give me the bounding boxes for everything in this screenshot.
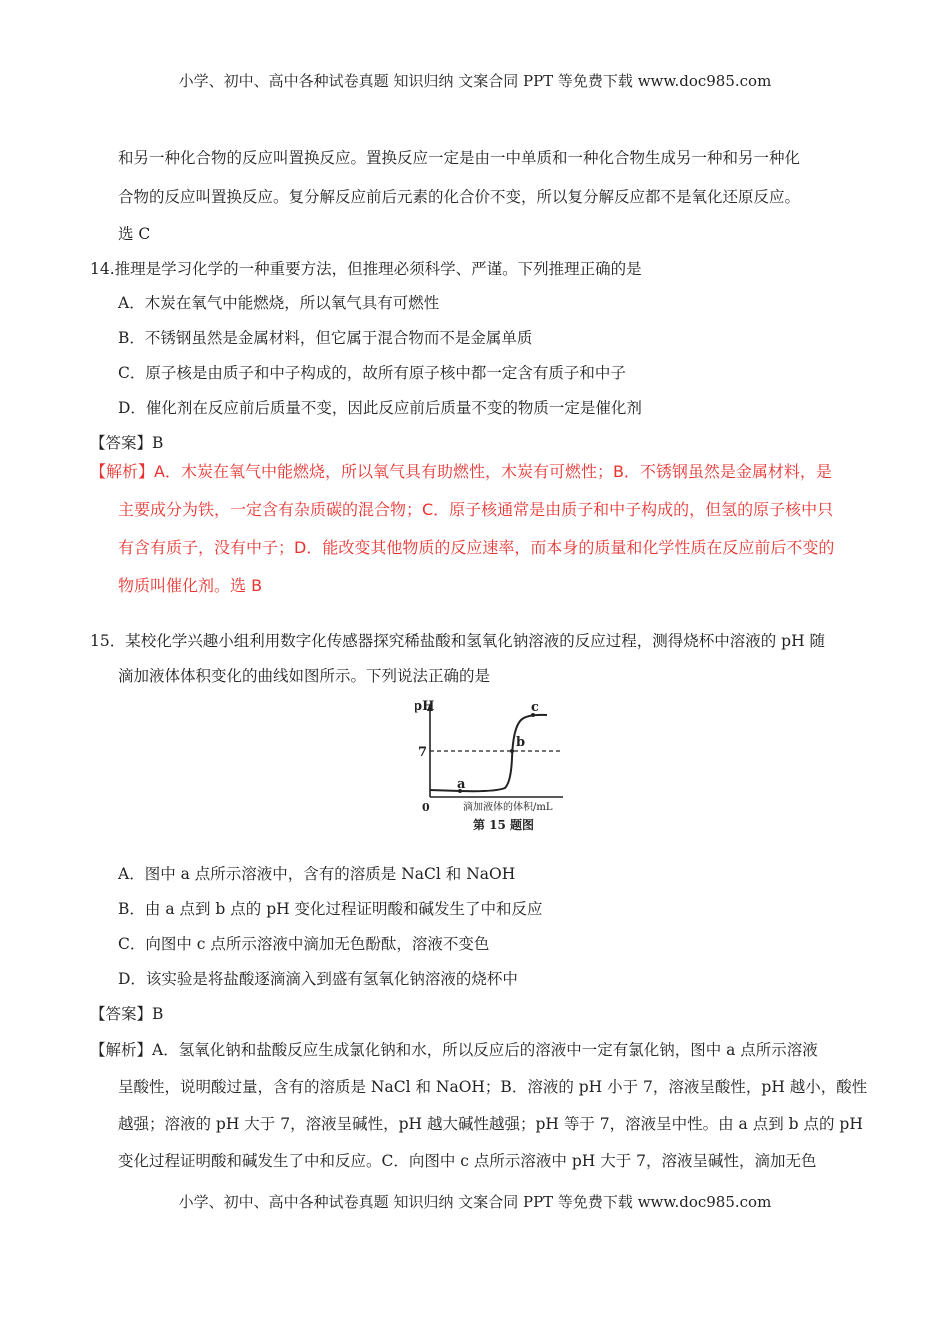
q14-analysis-line-2: 主要成分为铁，一定含有杂质碳的混合物；C．原子核通常是由质子和中子构成的，但氢的原子核中只 [118,500,834,519]
q15-analysis-line-1: 【解析】A．氢氧化钠和盐酸反应生成氯化钠和水，所以反应后的溶液中一定有氯化钠，图中 a 点所示溶液 [90,1041,818,1059]
q15-answer: 【答案】B [90,1005,164,1023]
q15-option-b: B．由 a 点到 b 点的 pH 变化过程证明酸和碱发生了中和反应 [118,900,543,918]
page-header: 小学、初中、高中各种试卷真题 知识归纳 文案合同 PPT 等免费下载 www.doc985.com [178,72,772,90]
q15-stem-line-2: 滴加液体体积变化的曲线如图所示。下列说法正确的是 [118,667,491,685]
prev-analysis-line-3: 选 C [118,225,151,243]
q14-analysis-line-3: 有含有质子，没有中子；D．能改变其他物质的反应速率，而本身的质量和化学性质在反应前后不变的 [118,538,835,557]
q15-analysis-line-4: 变化过程证明酸和碱发生了中和反应。C．向图中 c 点所示溶液中 pH 大于 7，溶液呈碱性，滴加无色 [118,1152,817,1170]
q14-analysis-line-1: 【解析】A．木炭在氧气中能燃烧，所以氧气具有助燃性，木炭有可燃性；B．不锈钢虽然是金属材料，是 [90,462,832,481]
q14-option-b: B．不锈钢虽然是金属材料，但它属于混合物而不是金属单质 [118,329,533,347]
q14-analysis-line-4: 物质叫催化剂。选 B [118,576,263,595]
q15-stem-line-1: 15．某校化学兴趣小组利用数字化传感器探究稀盐酸和氢氧化钠溶液的反应过程，测得烧杯中溶液的 pH 随 [90,632,826,650]
prev-analysis-line-1: 和另一种化合物的反应叫置换反应。置换反应一定是由一中单质和一种化合物生成另一种和另一种化 [118,149,801,167]
prev-analysis-line-2: 合物的反应叫置换反应。复分解反应前后元素的化合价不变，所以复分解反应都不是氧化还原反应。 [118,188,801,206]
q14-option-a: A．木炭在氧气中能燃烧，所以氧气具有可燃性 [118,294,440,312]
figure-caption: 第 15 题图 [473,818,535,832]
q15-option-a: A．图中 a 点所示溶液中，含有的溶质是 NaCl 和 NaOH [118,865,516,883]
q14-option-c: C．原子核是由质子和中子构成的，故所有原子核中都一定含有质子和中子 [118,364,626,382]
point-a-label: a [457,777,466,792]
q15-option-d: D．该实验是将盐酸逐滴滴入到盛有氢氧化钠溶液的烧杯中 [118,970,518,988]
point-b-marker [510,749,514,753]
y-axis-label: pH [415,699,435,714]
q14-stem: 14.推理是学习化学的一种重要方法，但推理必须科学、严谨。下列推理正确的是 [90,260,642,278]
q15-analysis-line-2: 呈酸性，说明酸过量，含有的溶质是 NaCl 和 NaOH；B．溶液的 pH 小于 7，溶液呈酸性，pH 越小，酸性 [118,1078,868,1096]
q15-analysis-line-3: 越强；溶液的 pH 大于 7，溶液呈碱性，pH 越大碱性越强；pH 等于 7，溶液呈中性。由 a 点到 b 点的 pH [118,1115,863,1133]
q15-ph-figure [415,698,575,838]
ph-curve [430,715,547,791]
point-b-label: b [516,735,526,750]
q14-answer: 【答案】B [90,434,164,452]
ph7-label: 7 [418,745,428,760]
q14-option-d: D．催化剂在反应前后质量不变，因此反应前后质量不变的物质一定是催化剂 [118,399,642,417]
page-footer: 小学、初中、高中各种试卷真题 知识归纳 文案合同 PPT 等免费下载 www.doc985.com [178,1193,772,1211]
q15-option-c: C．向图中 c 点所示溶液中滴加无色酚酞，溶液不变色 [118,935,490,953]
origin-label: 0 [422,801,430,814]
ph-curve-diagram [415,698,575,838]
x-axis-label: 滴加液体的体积/mL [463,802,553,813]
point-c-label: c [531,700,539,715]
